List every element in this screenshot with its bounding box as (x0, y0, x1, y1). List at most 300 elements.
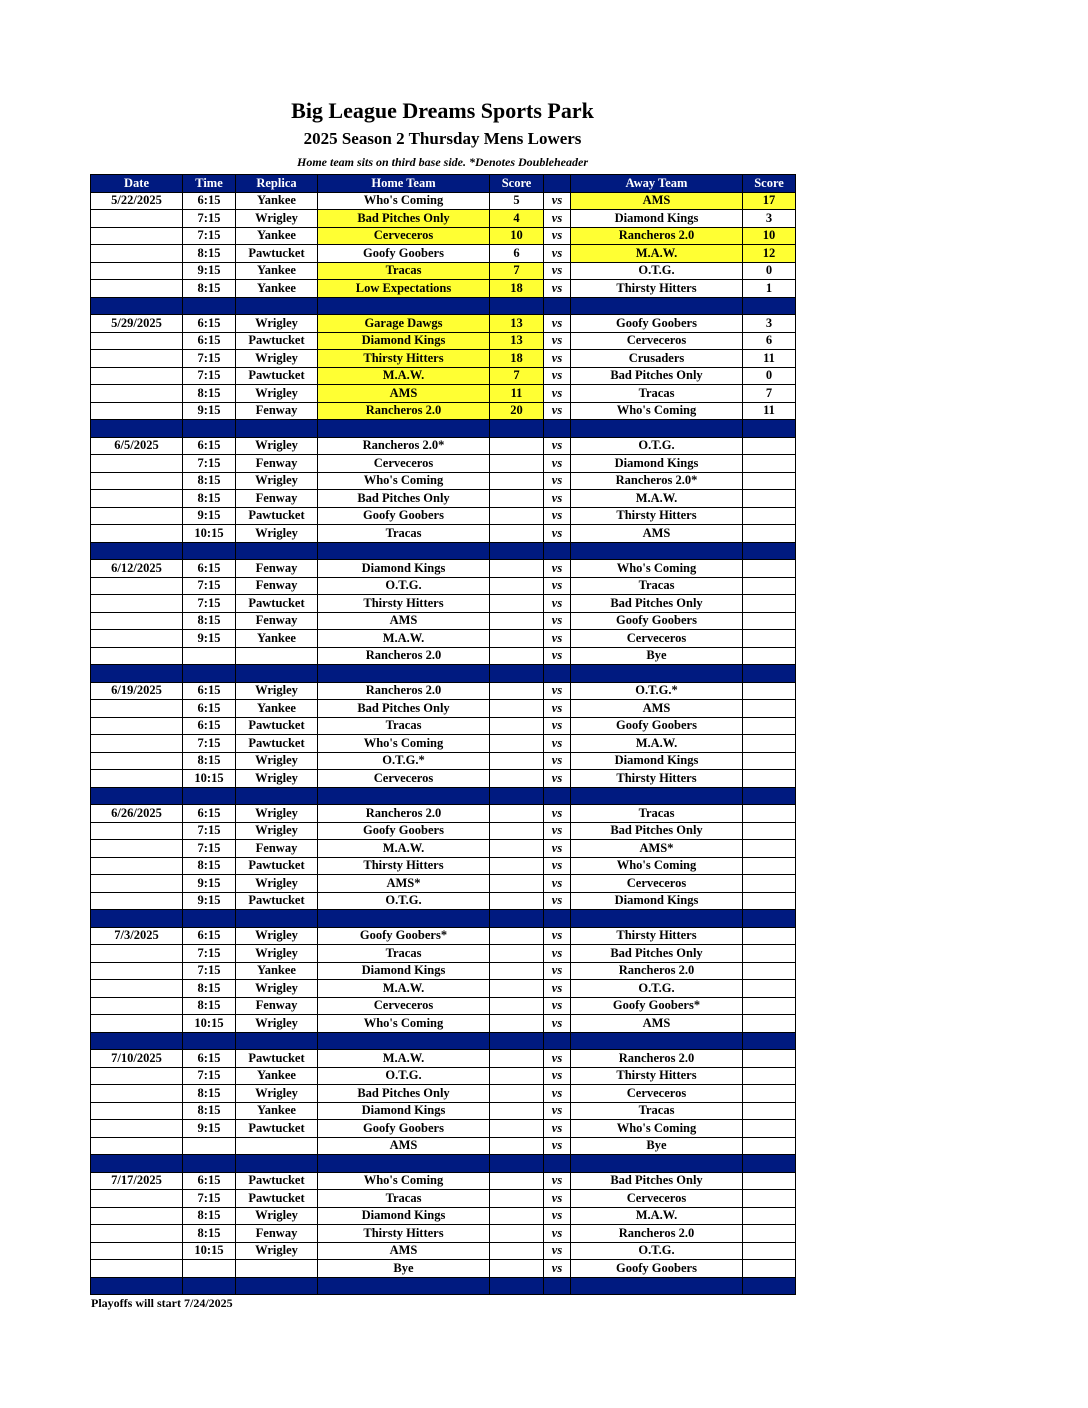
away-team: Thirsty Hitters (571, 927, 743, 945)
game-time: 8:15 (183, 385, 236, 403)
game-time: 6:15 (183, 805, 236, 823)
away-team: AMS (571, 525, 743, 543)
game-date (91, 507, 183, 525)
table-row (91, 1015, 796, 1033)
table-row (91, 875, 796, 893)
game-field: Wrigley (236, 385, 318, 403)
away-team: M.A.W. (571, 245, 743, 263)
separator-cell (318, 665, 490, 683)
separator-cell (544, 787, 571, 805)
table-row (91, 385, 796, 403)
vs-label: vs (544, 962, 571, 980)
game-field: Fenway (236, 402, 318, 420)
game-field: Wrigley (236, 1242, 318, 1260)
game-date (91, 227, 183, 245)
col-header-home-score: Score (490, 175, 544, 193)
game-field: Yankee (236, 1067, 318, 1085)
away-score (743, 647, 796, 665)
game-field: Wrigley (236, 945, 318, 963)
game-field: Fenway (236, 1225, 318, 1243)
separator-cell (183, 1277, 236, 1295)
game-field: Fenway (236, 612, 318, 630)
table-row (91, 1137, 796, 1155)
home-team: AMS* (318, 875, 490, 893)
separator-cell (544, 665, 571, 683)
away-team: Rancheros 2.0* (571, 472, 743, 490)
home-score (490, 490, 544, 508)
away-score: 0 (743, 367, 796, 385)
home-score (490, 1137, 544, 1155)
table-row (91, 840, 796, 858)
vs-label: vs (544, 1015, 571, 1033)
home-score (490, 595, 544, 613)
home-score (490, 805, 544, 823)
home-team: Bad Pitches Only (318, 210, 490, 228)
table-row (91, 945, 796, 963)
vs-label: vs (544, 595, 571, 613)
table-row (91, 332, 796, 350)
game-field: Wrigley (236, 1085, 318, 1103)
game-time: 9:15 (183, 1120, 236, 1138)
table-row (91, 980, 796, 998)
week-separator-row (91, 420, 796, 438)
game-field: Yankee (236, 630, 318, 648)
away-team: Crusaders (571, 350, 743, 368)
game-time: 8:15 (183, 472, 236, 490)
vs-label: vs (544, 1225, 571, 1243)
away-score (743, 822, 796, 840)
away-team: Cerveceros (571, 1190, 743, 1208)
home-team: Bad Pitches Only (318, 700, 490, 718)
separator-cell (91, 420, 183, 438)
home-team: Tracas (318, 525, 490, 543)
away-score: 6 (743, 332, 796, 350)
separator-cell (571, 420, 743, 438)
game-time: 6:15 (183, 1172, 236, 1190)
away-score (743, 1050, 796, 1068)
game-time: 10:15 (183, 525, 236, 543)
separator-cell (571, 1155, 743, 1173)
away-team: Tracas (571, 385, 743, 403)
away-team: Goofy Goobers (571, 315, 743, 333)
vs-label: vs (544, 822, 571, 840)
game-field: Pawtucket (236, 892, 318, 910)
vs-label: vs (544, 630, 571, 648)
home-score: 18 (490, 280, 544, 298)
away-score (743, 612, 796, 630)
game-date (91, 1207, 183, 1225)
game-time: 7:15 (183, 1067, 236, 1085)
game-date: 6/19/2025 (91, 682, 183, 700)
away-team: O.T.G. (571, 1242, 743, 1260)
home-score (490, 1015, 544, 1033)
table-row (91, 262, 796, 280)
table-row (91, 1242, 796, 1260)
game-date (91, 1260, 183, 1278)
home-score: 13 (490, 315, 544, 333)
vs-label: vs (544, 682, 571, 700)
game-date: 6/12/2025 (91, 560, 183, 578)
away-score (743, 507, 796, 525)
game-time: 9:15 (183, 875, 236, 893)
home-team: Tracas (318, 1190, 490, 1208)
game-date (91, 980, 183, 998)
home-score (490, 752, 544, 770)
game-date (91, 385, 183, 403)
game-time: 7:15 (183, 962, 236, 980)
game-date (91, 1225, 183, 1243)
vs-label: vs (544, 1120, 571, 1138)
game-field: Pawtucket (236, 735, 318, 753)
game-field: Pawtucket (236, 857, 318, 875)
home-team: M.A.W. (318, 630, 490, 648)
separator-cell (183, 1032, 236, 1050)
separator-cell (236, 665, 318, 683)
away-score (743, 525, 796, 543)
game-field: Yankee (236, 227, 318, 245)
home-team: Bye (318, 1260, 490, 1278)
away-score (743, 1190, 796, 1208)
vs-label: vs (544, 717, 571, 735)
vs-label: vs (544, 192, 571, 210)
away-team: Tracas (571, 577, 743, 595)
week-separator-row (91, 1155, 796, 1173)
game-time: 6:15 (183, 927, 236, 945)
table-row (91, 822, 796, 840)
vs-label: vs (544, 1137, 571, 1155)
game-time: 6:15 (183, 332, 236, 350)
away-score (743, 840, 796, 858)
game-field (236, 1137, 318, 1155)
game-date (91, 700, 183, 718)
game-field: Pawtucket (236, 245, 318, 263)
away-team: Goofy Goobers (571, 717, 743, 735)
away-score: 3 (743, 210, 796, 228)
game-time: 8:15 (183, 980, 236, 998)
table-row (91, 437, 796, 455)
game-date (91, 840, 183, 858)
game-date (91, 262, 183, 280)
separator-cell (183, 910, 236, 928)
separator-cell (91, 542, 183, 560)
home-score (490, 577, 544, 595)
home-score: 4 (490, 210, 544, 228)
table-row (91, 1120, 796, 1138)
game-time: 8:15 (183, 280, 236, 298)
game-date: 7/10/2025 (91, 1050, 183, 1068)
page-title: Big League Dreams Sports Park (291, 98, 594, 123)
vs-label: vs (544, 892, 571, 910)
table-row (91, 525, 796, 543)
away-score (743, 490, 796, 508)
table-row (91, 770, 796, 788)
home-team: Rancheros 2.0 (318, 682, 490, 700)
away-score: 11 (743, 350, 796, 368)
home-team: Bad Pitches Only (318, 490, 490, 508)
vs-label: vs (544, 1260, 571, 1278)
vs-label: vs (544, 1085, 571, 1103)
away-team: Rancheros 2.0 (571, 1225, 743, 1243)
home-team: Goofy Goobers* (318, 927, 490, 945)
table-row (91, 192, 796, 210)
home-score (490, 735, 544, 753)
away-score: 17 (743, 192, 796, 210)
game-time: 7:15 (183, 455, 236, 473)
vs-label: vs (544, 840, 571, 858)
away-team: Cerveceros (571, 332, 743, 350)
game-time: 7:15 (183, 840, 236, 858)
home-score (490, 1242, 544, 1260)
away-score (743, 735, 796, 753)
separator-cell (318, 420, 490, 438)
home-team: Diamond Kings (318, 962, 490, 980)
away-score (743, 437, 796, 455)
home-score (490, 1050, 544, 1068)
game-date: 5/22/2025 (91, 192, 183, 210)
schedule-table (90, 174, 796, 1295)
doubleheader-note: Home team sits on third base side. *Denotes Doubleheader (297, 155, 588, 169)
home-team: Diamond Kings (318, 332, 490, 350)
away-score (743, 595, 796, 613)
game-time: 6:15 (183, 682, 236, 700)
game-time: 8:15 (183, 1225, 236, 1243)
separator-cell (490, 542, 544, 560)
game-date (91, 1137, 183, 1155)
separator-cell (544, 420, 571, 438)
game-time: 8:15 (183, 490, 236, 508)
home-score (490, 525, 544, 543)
col-header-away-score: Score (743, 175, 796, 193)
game-field: Yankee (236, 700, 318, 718)
vs-label: vs (544, 1207, 571, 1225)
game-time (183, 647, 236, 665)
separator-cell (544, 542, 571, 560)
table-row (91, 490, 796, 508)
vs-label: vs (544, 735, 571, 753)
vs-label: vs (544, 945, 571, 963)
game-time: 6:15 (183, 437, 236, 455)
home-score (490, 1225, 544, 1243)
away-team: O.T.G.* (571, 682, 743, 700)
away-team: Goofy Goobers* (571, 997, 743, 1015)
game-field: Pawtucket (236, 717, 318, 735)
vs-label: vs (544, 805, 571, 823)
away-score: 0 (743, 262, 796, 280)
home-score (490, 770, 544, 788)
home-score (490, 1190, 544, 1208)
home-score (490, 1172, 544, 1190)
vs-label: vs (544, 1172, 571, 1190)
away-score (743, 630, 796, 648)
game-field: Wrigley (236, 875, 318, 893)
vs-label: vs (544, 752, 571, 770)
away-score (743, 1260, 796, 1278)
separator-cell (236, 1155, 318, 1173)
separator-cell (544, 297, 571, 315)
playoffs-note: Playoffs will start 7/24/2025 (91, 1296, 233, 1310)
vs-label: vs (544, 332, 571, 350)
game-date (91, 1120, 183, 1138)
home-score (490, 700, 544, 718)
table-row (91, 227, 796, 245)
game-date (91, 490, 183, 508)
game-time: 10:15 (183, 1242, 236, 1260)
table-row (91, 1207, 796, 1225)
game-time: 8:15 (183, 245, 236, 263)
game-field: Wrigley (236, 350, 318, 368)
table-row (91, 455, 796, 473)
away-team: Diamond Kings (571, 455, 743, 473)
home-team: Thirsty Hitters (318, 595, 490, 613)
vs-label: vs (544, 507, 571, 525)
game-field: Wrigley (236, 822, 318, 840)
game-time: 8:15 (183, 1085, 236, 1103)
table-row (91, 367, 796, 385)
game-date: 6/26/2025 (91, 805, 183, 823)
away-team: Tracas (571, 805, 743, 823)
game-time: 8:15 (183, 612, 236, 630)
home-team: O.T.G. (318, 892, 490, 910)
table-row (91, 630, 796, 648)
table-row (91, 1172, 796, 1190)
separator-cell (91, 1277, 183, 1295)
vs-label: vs (544, 350, 571, 368)
table-row (91, 735, 796, 753)
away-team: AMS (571, 192, 743, 210)
away-score (743, 1102, 796, 1120)
away-team: Who's Coming (571, 402, 743, 420)
vs-label: vs (544, 997, 571, 1015)
separator-cell (490, 420, 544, 438)
week-separator-row (91, 297, 796, 315)
game-date (91, 595, 183, 613)
game-time: 6:15 (183, 560, 236, 578)
separator-cell (91, 1032, 183, 1050)
table-row (91, 962, 796, 980)
away-team: O.T.G. (571, 437, 743, 455)
away-score: 12 (743, 245, 796, 263)
game-time: 8:15 (183, 752, 236, 770)
table-row (91, 402, 796, 420)
away-team: M.A.W. (571, 1207, 743, 1225)
table-row (91, 1225, 796, 1243)
game-date (91, 350, 183, 368)
separator-cell (236, 910, 318, 928)
separator-cell (743, 787, 796, 805)
home-team: Thirsty Hitters (318, 857, 490, 875)
home-team: Thirsty Hitters (318, 350, 490, 368)
col-header-time: Time (183, 175, 236, 193)
table-header-row (91, 175, 796, 193)
home-team: Tracas (318, 945, 490, 963)
table-row (91, 997, 796, 1015)
away-score: 10 (743, 227, 796, 245)
table-row (91, 577, 796, 595)
home-score (490, 472, 544, 490)
vs-label: vs (544, 1190, 571, 1208)
week-separator-row (91, 542, 796, 560)
game-field: Wrigley (236, 980, 318, 998)
game-field: Wrigley (236, 1015, 318, 1033)
table-row (91, 1260, 796, 1278)
home-team: Cerveceros (318, 227, 490, 245)
vs-label: vs (544, 980, 571, 998)
away-score (743, 717, 796, 735)
away-team: O.T.G. (571, 980, 743, 998)
separator-cell (91, 1155, 183, 1173)
away-team: O.T.G. (571, 262, 743, 280)
home-score: 5 (490, 192, 544, 210)
table-row (91, 892, 796, 910)
away-score (743, 577, 796, 595)
separator-cell (183, 542, 236, 560)
game-field (236, 1260, 318, 1278)
home-score (490, 647, 544, 665)
table-row (91, 717, 796, 735)
vs-label: vs (544, 280, 571, 298)
away-team: Diamond Kings (571, 892, 743, 910)
away-team: Bad Pitches Only (571, 822, 743, 840)
game-date (91, 892, 183, 910)
game-time: 7:15 (183, 227, 236, 245)
separator-cell (490, 1277, 544, 1295)
game-date (91, 997, 183, 1015)
game-date (91, 735, 183, 753)
home-team: Who's Coming (318, 192, 490, 210)
vs-label: vs (544, 560, 571, 578)
home-team: M.A.W. (318, 367, 490, 385)
game-field: Fenway (236, 490, 318, 508)
table-row (91, 280, 796, 298)
away-score: 11 (743, 402, 796, 420)
separator-cell (544, 1277, 571, 1295)
separator-cell (490, 1155, 544, 1173)
home-score: 11 (490, 385, 544, 403)
game-field: Wrigley (236, 682, 318, 700)
home-score (490, 892, 544, 910)
home-score: 6 (490, 245, 544, 263)
away-score (743, 1067, 796, 1085)
game-field: Pawtucket (236, 1120, 318, 1138)
away-team: AMS (571, 700, 743, 718)
home-team: Rancheros 2.0 (318, 805, 490, 823)
col-header-vs (544, 175, 571, 193)
game-date (91, 245, 183, 263)
away-score (743, 1085, 796, 1103)
separator-cell (571, 787, 743, 805)
table-row (91, 1050, 796, 1068)
home-score: 7 (490, 262, 544, 280)
home-score (490, 945, 544, 963)
game-time: 7:15 (183, 577, 236, 595)
vs-label: vs (544, 647, 571, 665)
game-date (91, 455, 183, 473)
separator-cell (743, 1277, 796, 1295)
game-time (183, 1137, 236, 1155)
vs-label: vs (544, 612, 571, 630)
table-row (91, 612, 796, 630)
game-date (91, 1190, 183, 1208)
separator-cell (183, 1155, 236, 1173)
game-field: Yankee (236, 962, 318, 980)
page-subtitle: 2025 Season 2 Thursday Mens Lowers (303, 129, 582, 148)
separator-cell (318, 1032, 490, 1050)
away-score (743, 1207, 796, 1225)
separator-cell (571, 910, 743, 928)
home-team: Who's Coming (318, 1015, 490, 1033)
home-score (490, 1067, 544, 1085)
home-team: Cerveceros (318, 455, 490, 473)
